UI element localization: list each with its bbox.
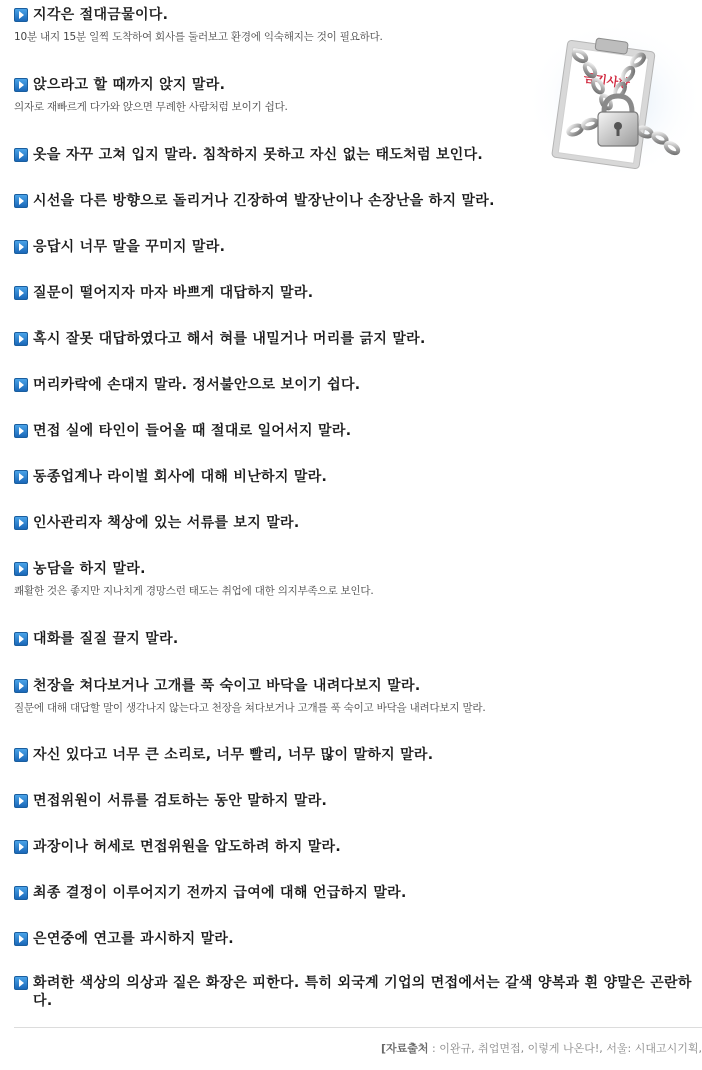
source-citation: [381, 1040, 702, 1056]
bullet-arrow-icon: [14, 424, 28, 438]
bullet-arrow-icon: [14, 562, 28, 576]
bullet-arrow-icon: [14, 8, 28, 22]
bullet-arrow-icon: [14, 470, 28, 484]
item-description: 쾌활한 것은 좋지만 지나치게 경망스런 태도는 취업에 대한 의지부족으로 보인다.: [14, 585, 374, 597]
bullet-arrow-icon: [14, 332, 28, 346]
list-item: [14, 930, 702, 948]
bullet-arrow-icon: [14, 286, 28, 300]
list-item: [14, 677, 702, 715]
list-item: [14, 6, 702, 44]
list-item: [14, 746, 702, 764]
list-item: [14, 422, 702, 440]
item-title: 혹시 잘못 대답하였다고 해서 혀를 내밀거나 머리를 긁지 말라.: [33, 331, 426, 347]
list-item: [14, 630, 702, 648]
item-description: 질문에 대해 대답할 말이 생각나지 않는다고 천장을 쳐다보거나 고개를 푹 숙이고 바닥을 내려다보지 말라.: [14, 702, 486, 714]
bullet-arrow-icon: [14, 976, 28, 990]
item-description: 의자로 재빠르게 다가와 앉으면 무례한 사람처럼 보이기 쉽다.: [14, 101, 288, 113]
item-title: 질문이 떨어지자 마자 바쁘게 대답하지 말라.: [33, 285, 314, 301]
list-item: [14, 468, 702, 486]
bullet-arrow-icon: [14, 378, 28, 392]
bullet-arrow-icon: [14, 748, 28, 762]
item-title: 과장이나 허세로 면접위원을 압도하려 하지 말라.: [33, 839, 341, 855]
bullet-arrow-icon: [14, 886, 28, 900]
item-title: 지각은 절대금물이다.: [33, 7, 169, 23]
item-title: 농담을 하지 말라.: [33, 561, 146, 577]
list-item: [14, 238, 702, 256]
list-item: [14, 838, 702, 856]
bullet-arrow-icon: [14, 78, 28, 92]
item-title: 면접위원이 서류를 검토하는 동안 말하지 말라.: [33, 793, 328, 809]
item-title: 인사관리자 책상에 있는 서류를 보지 말라.: [33, 515, 300, 531]
item-title: 은연중에 연고를 과시하지 말라.: [33, 931, 234, 947]
item-title: 앉으라고 할 때까지 앉지 말라.: [33, 77, 226, 93]
item-title: 머리카락에 손대지 말라. 정서불안으로 보이기 쉽다.: [33, 377, 361, 393]
list-item: [14, 76, 702, 114]
list-item: [14, 974, 702, 1010]
list-item: [14, 792, 702, 810]
list-item: [14, 146, 702, 164]
item-title: 시선을 다른 방향으로 돌리거나 긴장하여 발장난이나 손장난을 하지 말라.: [33, 193, 495, 209]
item-title: 최종 결정이 이루어지기 전까지 급여에 대해 언급하지 말라.: [33, 885, 407, 901]
item-title: 옷을 자꾸 고쳐 입지 말라. 침착하지 못하고 자신 없는 태도처럼 보인다.: [33, 147, 484, 163]
list-item: [14, 884, 702, 902]
bullet-arrow-icon: [14, 932, 28, 946]
item-title: 응답시 너무 말을 꾸미지 말라.: [33, 239, 226, 255]
bullet-arrow-icon: [14, 840, 28, 854]
bullet-arrow-icon: [14, 148, 28, 162]
source-text: : 이완규, 취업면접, 이렇게 나온다!, 서울: 시대고시기획,: [428, 1042, 702, 1055]
item-description: 10분 내지 15분 일찍 도착하여 회사를 둘러보고 환경에 익숙해지는 것이 필요하다.: [14, 31, 383, 43]
item-title: 면접 실에 타인이 들어올 때 절대로 일어서지 말라.: [33, 423, 352, 439]
bullet-arrow-icon: [14, 679, 28, 693]
list-item: [14, 376, 702, 394]
item-title: 천장을 쳐다보거나 고개를 푹 숙이고 바닥을 내려다보지 말라.: [33, 678, 421, 694]
bullet-arrow-icon: [14, 240, 28, 254]
list-item: [14, 514, 702, 532]
footer-divider: [14, 1027, 702, 1028]
bullet-arrow-icon: [14, 516, 28, 530]
item-title: 대화를 질질 끌지 말라.: [33, 631, 179, 647]
list-item: [14, 560, 702, 598]
list-item: [14, 330, 702, 348]
illustration-label: 금기사항: [582, 70, 631, 91]
bullet-arrow-icon: [14, 794, 28, 808]
list-item: [14, 284, 702, 302]
source-label: [자료출처: [381, 1042, 429, 1055]
item-title: 자신 있다고 너무 큰 소리로, 너무 빨리, 너무 많이 말하지 말라.: [33, 747, 434, 763]
item-title: 동종업계나 라이벌 회사에 대해 비난하지 말라.: [33, 469, 328, 485]
list-item: [14, 192, 702, 210]
item-title: 화려한 색상의 의상과 짙은 화장은 피한다. 특히 외국계 기업의 면접에서는 갈색 양복과 흰 양말은 곤란하다.: [33, 975, 692, 1009]
bullet-arrow-icon: [14, 632, 28, 646]
bullet-arrow-icon: [14, 194, 28, 208]
